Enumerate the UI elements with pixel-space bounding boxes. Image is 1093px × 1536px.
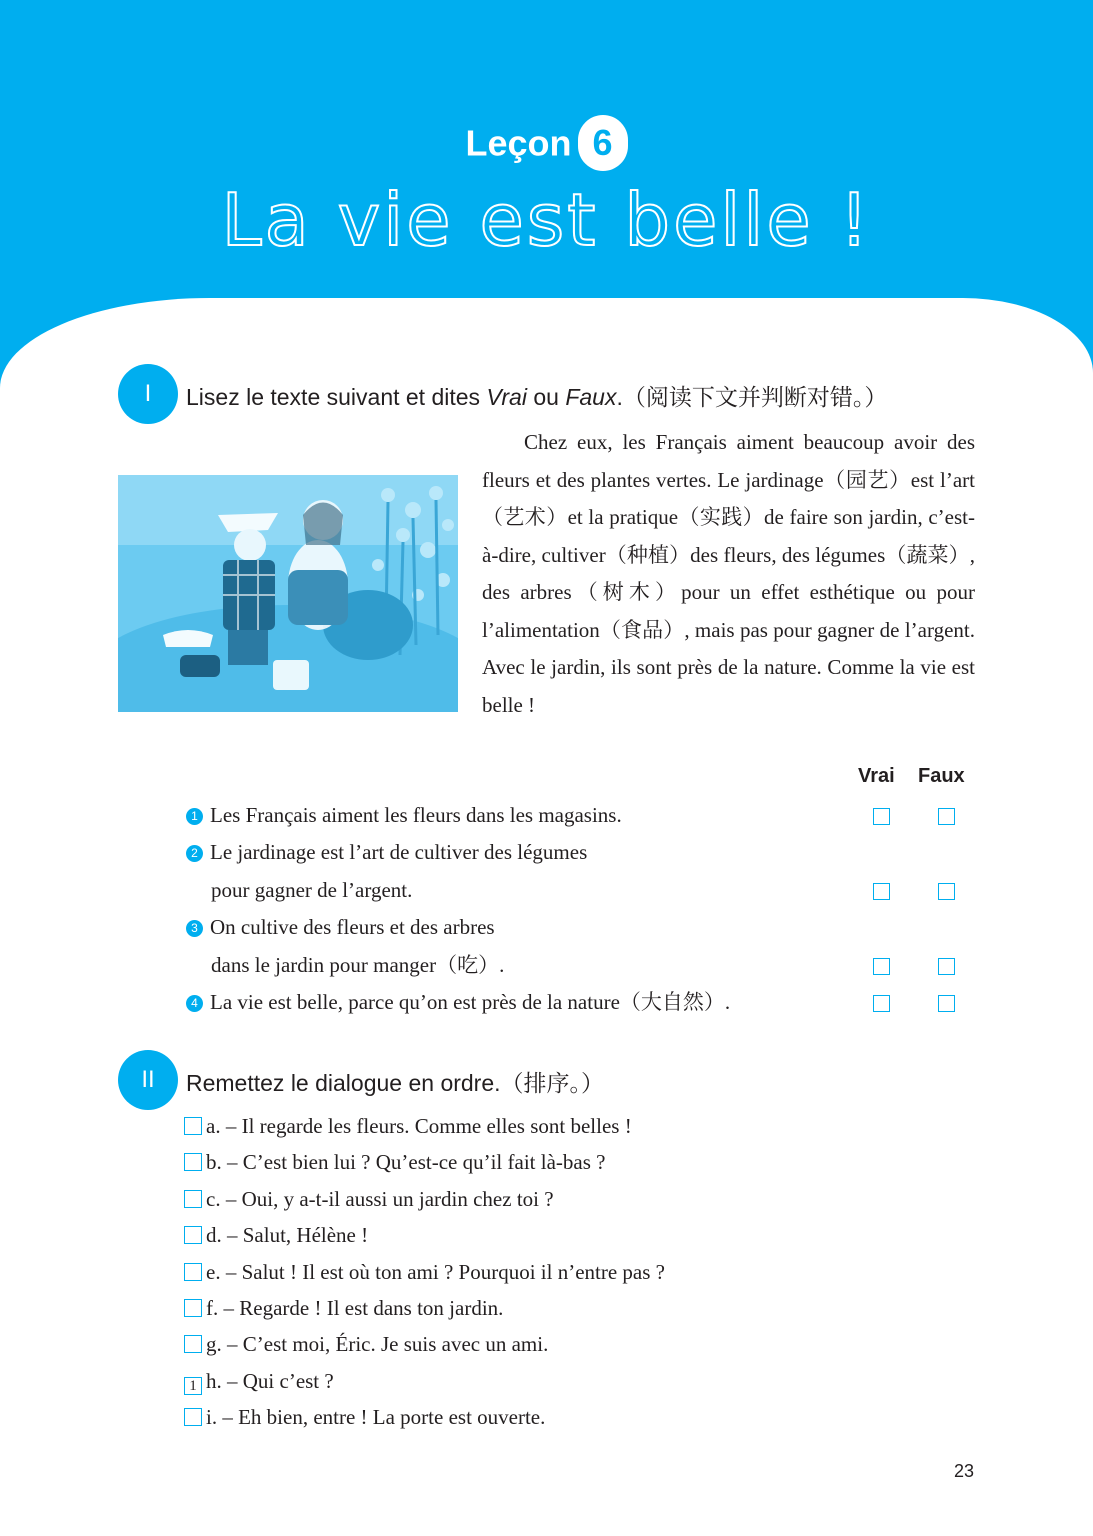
question-text-continued: dans le jardin pour manger（吃）. (211, 952, 505, 977)
question-number-badge: 1 (186, 808, 203, 825)
question-3 (186, 909, 826, 984)
section-1-badge: I (118, 364, 178, 424)
q2-faux-checkbox[interactable] (938, 883, 955, 900)
dialogue-line-i (184, 1404, 545, 1430)
q3-vrai-checkbox[interactable] (873, 958, 890, 975)
question-4 (186, 984, 846, 1022)
order-box[interactable] (184, 1408, 202, 1426)
question-text-continued: pour gagner de l’argent. (211, 877, 413, 902)
order-box[interactable] (184, 1335, 202, 1353)
order-box[interactable] (184, 1190, 202, 1208)
question-text: Les Français aiment les fleurs dans les magasins. (210, 803, 622, 827)
order-box[interactable]: 1 (184, 1377, 202, 1395)
dialogue-line-e (184, 1259, 665, 1285)
question-text: Le jardinage est l’art de cultiver des légumes (210, 840, 588, 864)
dialogue-text: c. – Oui, y a-t-il aussi un jardin chez toi ? (206, 1187, 554, 1211)
question-number-badge: 2 (186, 845, 203, 862)
section-2-title: Remettez le dialogue en ordre.（排序。） (186, 1070, 605, 1096)
dialogue-line-h (184, 1368, 334, 1395)
dialogue-line-g (184, 1331, 548, 1357)
question-1 (186, 797, 826, 835)
reading-text: Chez eux, les Français aiment beaucoup avoir des fleurs et des plantes vertes. Le jardinage（园艺）est l’art（艺术）et la pratique（实践）de faire son jardin, c’est-à-dire, cultiver（种植）des fleurs, des légumes（蔬菜）, des arbres（树木）pour un effet esthétique ou pour l’alimentation（食品）, mais pas pour gagner de l’argent. Avec le jardin, ils sont près de la nature. Comme la vie est belle ! (482, 430, 975, 717)
q1-faux-checkbox[interactable] (938, 808, 955, 825)
dialogue-text: b. – C’est bien lui ? Qu’est-ce qu’il fait là-bas ? (206, 1150, 606, 1174)
section-2-badge: II (118, 1050, 178, 1110)
dialogue-line-b (184, 1149, 605, 1175)
order-box[interactable] (184, 1226, 202, 1244)
q3-faux-checkbox[interactable] (938, 958, 955, 975)
q4-faux-checkbox[interactable] (938, 995, 955, 1012)
reading-paragraph (482, 424, 975, 724)
order-box[interactable] (184, 1299, 202, 1317)
column-vrai: Vrai (858, 765, 895, 787)
q4-vrai-checkbox[interactable] (873, 995, 890, 1012)
lesson-label (0, 118, 1093, 174)
question-text: On cultive des fleurs et des arbres (210, 915, 495, 939)
dialogue-text: d. – Salut, Hélène ! (206, 1223, 369, 1247)
gardening-photo (118, 475, 458, 712)
question-2 (186, 834, 826, 909)
dialogue-line-f (184, 1295, 503, 1321)
dialogue-text: e. – Salut ! Il est où ton ami ? Pourquoi il n’entre pas ? (206, 1260, 665, 1284)
dialogue-text: i. – Eh bien, entre ! La porte est ouverte. (206, 1405, 546, 1429)
lesson-word: Leçon (465, 122, 572, 164)
dialogue-line-c (184, 1186, 554, 1212)
question-number-badge: 3 (186, 920, 203, 937)
page-number: 23 (954, 1461, 975, 1481)
q1-vrai-checkbox[interactable] (873, 808, 890, 825)
lesson-title: La vie est belle ! (221, 178, 872, 262)
gardening-photo-illustration (118, 475, 458, 712)
dialogue-text: f. – Regarde ! Il est dans ton jardin. (206, 1296, 504, 1320)
order-box[interactable] (184, 1263, 202, 1281)
section-1-title: Lisez le texte suivant et dites Vrai ou Faux.（阅读下文并判断对错。） (186, 384, 888, 410)
dialogue-text: a. – Il regarde les fleurs. Comme elles sont belles ! (206, 1114, 632, 1138)
order-box[interactable] (184, 1153, 202, 1171)
question-number-badge: 4 (186, 995, 203, 1012)
dialogue-text: g. – C’est moi, Éric. Je suis avec un ami. (206, 1332, 549, 1356)
dialogue-line-d (184, 1222, 368, 1248)
q2-vrai-checkbox[interactable] (873, 883, 890, 900)
order-box[interactable] (184, 1117, 202, 1135)
dialogue-text: h. – Qui c’est ? (206, 1369, 334, 1393)
lesson-number-badge: 6 (578, 115, 628, 171)
question-text: La vie est belle, parce qu’on est près de la nature（大自然）. (210, 990, 731, 1014)
dialogue-line-a (184, 1113, 632, 1139)
column-faux: Faux (918, 765, 965, 787)
